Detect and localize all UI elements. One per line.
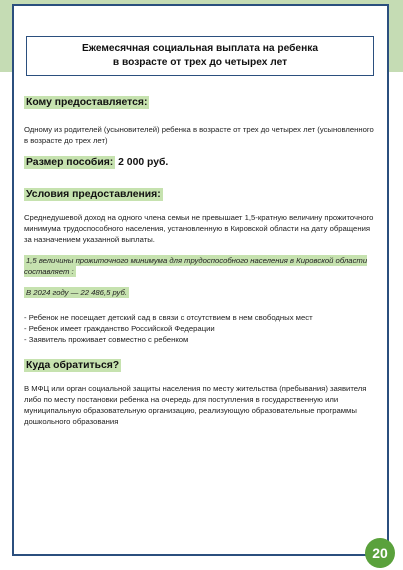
minimum-label: 1,5 величины прожиточного минимума для трудоспособного населения в Кировской области составляет : bbox=[24, 256, 368, 276]
amount-label: Размер пособия: bbox=[26, 157, 114, 168]
conditions-heading: Условия предоставления: bbox=[26, 189, 161, 200]
page-title-line-2: в возрасте от трех до четырех лет bbox=[112, 57, 288, 68]
minimum-value: В 2024 году — 22 486,5 руб. bbox=[26, 288, 127, 297]
title-box bbox=[26, 36, 374, 76]
recipient-text: Одному из родителей (усыновителей) ребенка в возрасте от трех до четырех лет (усыновленного в возрасте до трех лет) bbox=[24, 125, 374, 145]
amount-value: 2 000 руб. bbox=[118, 157, 169, 168]
list-item: - Заявитель проживает совместно с ребенком bbox=[24, 335, 189, 344]
page-frame bbox=[12, 4, 389, 556]
list-item: - Ребенок не посещает детский сад в связи с отсутствием в нем свободных мест bbox=[24, 313, 313, 322]
page-number-badge: 20 bbox=[365, 538, 395, 568]
page-title-line-1: Ежемесячная социальная выплата на ребенка bbox=[81, 43, 319, 54]
where-heading: Куда обратиться? bbox=[26, 360, 120, 371]
conditions-list bbox=[24, 312, 378, 345]
recipient-heading: Кому предоставляется: bbox=[26, 97, 148, 108]
content bbox=[24, 96, 378, 427]
where-text: В МФЦ или орган социальной защиты населения по месту жительства (пребывания) заявителя либо по месту постановки ребенка на очередь для поступления в государственную или муниципальную образовательную организацию, реализующую образовательные программы дошкольного образования bbox=[24, 384, 367, 426]
list-item: - Ребенок имеет гражданство Российской Федерации bbox=[24, 324, 215, 333]
amount-line bbox=[24, 156, 378, 170]
conditions-text: Среднедушевой доход на одного члена семьи не превышает 1,5-кратную величину прожиточного минимума трудоспособного населения, установленную в Кировской области на дату обращения за назначением указанной выплаты. bbox=[24, 213, 374, 244]
